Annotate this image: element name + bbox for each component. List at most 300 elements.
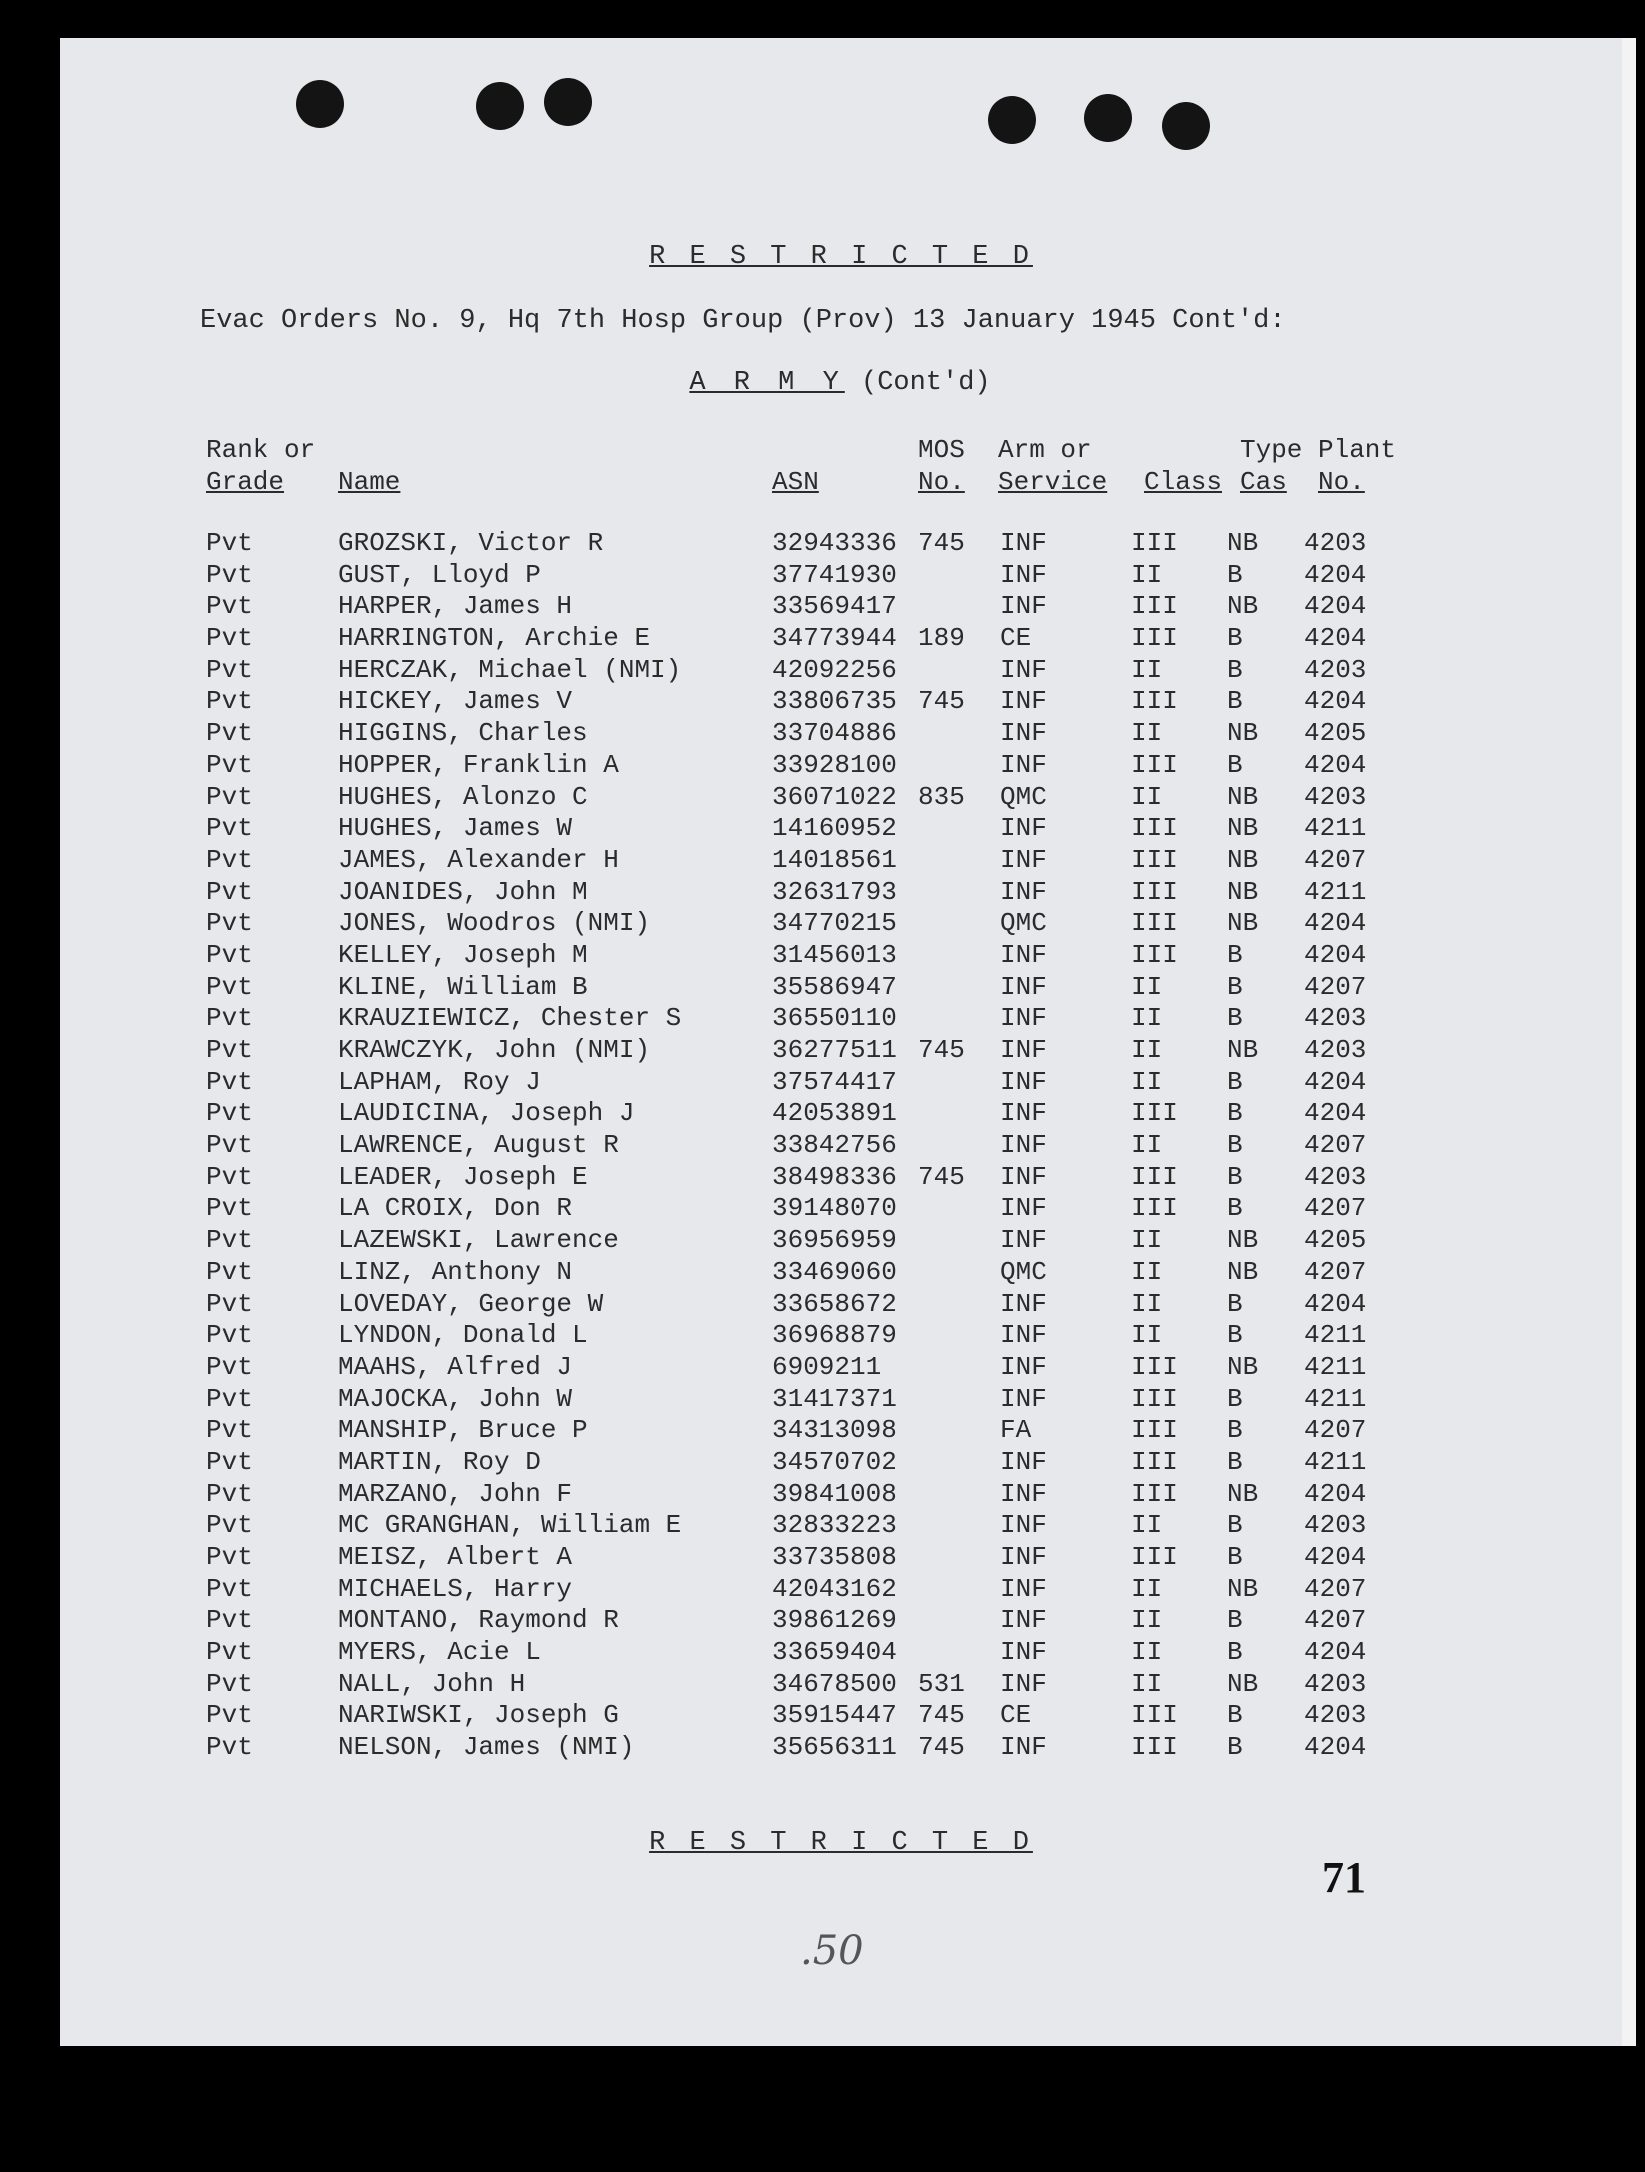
- name-cell: HIGGINS, Charles: [338, 718, 588, 749]
- type-cell: B: [1227, 1193, 1243, 1224]
- rank-cell: Pvt: [206, 813, 253, 844]
- rank-cell: Pvt: [206, 1225, 253, 1256]
- name-cell: MYERS, Acie L: [338, 1637, 541, 1668]
- arm-cell: INF: [1000, 1573, 1047, 1604]
- header-type-bottom: Cas: [1240, 467, 1287, 497]
- name-cell: GUST, Lloyd P: [338, 559, 541, 590]
- arm-cell: INF: [1000, 876, 1047, 907]
- plant-cell: 4205: [1304, 1225, 1367, 1256]
- arm-cell: INF: [1000, 1351, 1047, 1382]
- name-cell: HUGHES, James W: [338, 813, 573, 844]
- handwritten-mark: .50: [800, 1928, 864, 1974]
- table-row: [60, 1193, 1620, 1225]
- class-cell: III: [1131, 1383, 1178, 1414]
- arm-cell: INF: [1000, 1320, 1047, 1351]
- class-cell: II: [1131, 1573, 1163, 1604]
- table-row: [60, 1700, 1620, 1732]
- type-cell: NB: [1227, 1225, 1259, 1256]
- arm-cell: INF: [1000, 1225, 1047, 1256]
- header-rank-top: Rank or: [206, 435, 316, 465]
- rank-cell: Pvt: [206, 654, 253, 685]
- table-row: [60, 877, 1620, 909]
- table-row: [60, 750, 1620, 782]
- arm-cell: INF: [1000, 1605, 1047, 1636]
- mos-cell: 745: [918, 1035, 965, 1065]
- type-cell: NB: [1227, 908, 1259, 939]
- arm-cell: INF: [1000, 1510, 1047, 1541]
- type-cell: B: [1227, 1161, 1243, 1192]
- name-cell: LAZEWSKI, Lawrence: [338, 1225, 619, 1256]
- asn-cell: 42043162: [772, 1573, 897, 1604]
- type-cell: B: [1227, 1383, 1243, 1414]
- order-line: Evac Orders No. 9, Hq 7th Hosp Group (Prov) 13 January 1945 Cont'd:: [200, 306, 1286, 336]
- type-cell: B: [1227, 749, 1243, 780]
- table-row: [60, 1415, 1620, 1447]
- mos-cell: 835: [918, 781, 965, 812]
- arm-cell: QMC: [1000, 908, 1047, 939]
- arm-cell: INF: [1000, 1478, 1047, 1509]
- rank-cell: Pvt: [206, 1161, 253, 1192]
- asn-cell: 32943336: [772, 528, 897, 558]
- name-cell: NELSON, James (NMI): [338, 1732, 635, 1763]
- rank-cell: Pvt: [206, 1637, 253, 1668]
- plant-cell: 4204: [1304, 1478, 1367, 1509]
- arm-cell: INF: [1000, 971, 1047, 1002]
- type-cell: B: [1227, 1637, 1243, 1668]
- type-cell: B: [1227, 1446, 1243, 1477]
- arm-cell: INF: [1000, 1130, 1047, 1161]
- name-cell: MICHAELS, Harry: [338, 1573, 573, 1604]
- rank-cell: Pvt: [206, 876, 253, 907]
- arm-cell: QMC: [1000, 781, 1047, 812]
- asn-cell: 35915447: [772, 1700, 897, 1731]
- type-cell: NB: [1227, 528, 1259, 558]
- asn-cell: 33928100: [772, 749, 897, 780]
- table-row: [60, 1035, 1620, 1067]
- type-cell: NB: [1227, 1668, 1259, 1699]
- arm-cell: FA: [1000, 1415, 1032, 1446]
- arm-cell: INF: [1000, 1383, 1047, 1414]
- name-cell: MEISZ, Albert A: [338, 1542, 573, 1572]
- asn-cell: 31456013: [772, 939, 897, 970]
- plant-cell: 4203: [1304, 654, 1367, 685]
- plant-cell: 4203: [1304, 1510, 1367, 1541]
- class-cell: III: [1131, 623, 1178, 654]
- punch-hole: [476, 82, 524, 130]
- type-cell: NB: [1227, 1035, 1259, 1065]
- rank-cell: Pvt: [206, 1732, 253, 1763]
- arm-cell: INF: [1000, 844, 1047, 875]
- table-row: [60, 718, 1620, 750]
- arm-cell: INF: [1000, 1542, 1047, 1572]
- asn-cell: 42053891: [772, 1098, 897, 1129]
- name-cell: JONES, Woodros (NMI): [338, 908, 651, 939]
- class-cell: III: [1131, 1415, 1178, 1446]
- plant-cell: 4203: [1304, 1161, 1367, 1192]
- name-cell: MARTIN, Roy D: [338, 1446, 541, 1477]
- rank-cell: Pvt: [206, 1098, 253, 1129]
- arm-cell: CE: [1000, 623, 1032, 654]
- name-cell: HARRINGTON, Archie E: [338, 623, 651, 654]
- type-cell: B: [1227, 1003, 1243, 1034]
- name-cell: MANSHIP, Bruce P: [338, 1415, 588, 1446]
- asn-cell: 34570702: [772, 1446, 897, 1477]
- asn-cell: 6909211: [772, 1351, 882, 1382]
- table-row: [60, 908, 1620, 940]
- table-row: [60, 1732, 1620, 1764]
- arm-cell: INF: [1000, 1288, 1047, 1319]
- table-row: [60, 1352, 1620, 1384]
- arm-cell: INF: [1000, 1193, 1047, 1224]
- rank-cell: Pvt: [206, 1003, 253, 1034]
- asn-cell: 34773944: [772, 623, 897, 654]
- class-cell: II: [1131, 654, 1163, 685]
- type-cell: B: [1227, 1605, 1243, 1636]
- type-cell: B: [1227, 559, 1243, 590]
- plant-cell: 4204: [1304, 1637, 1367, 1668]
- plant-cell: 4204: [1304, 686, 1367, 717]
- class-cell: II: [1131, 781, 1163, 812]
- type-cell: B: [1227, 1542, 1243, 1572]
- plant-cell: 4205: [1304, 718, 1367, 749]
- arm-cell: INF: [1000, 686, 1047, 717]
- type-cell: B: [1227, 1288, 1243, 1319]
- name-cell: MC GRANGHAN, William E: [338, 1510, 682, 1541]
- plant-cell: 4211: [1304, 1351, 1367, 1382]
- plant-cell: 4211: [1304, 813, 1367, 844]
- plant-cell: 4204: [1304, 591, 1367, 622]
- rank-cell: Pvt: [206, 1668, 253, 1699]
- table-row: [60, 1542, 1620, 1574]
- asn-cell: 32631793: [772, 876, 897, 907]
- rank-cell: Pvt: [206, 559, 253, 590]
- name-cell: KELLEY, Joseph M: [338, 939, 588, 970]
- class-cell: III: [1131, 1478, 1178, 1509]
- header-name: Name: [338, 467, 401, 497]
- plant-cell: 4203: [1304, 1035, 1367, 1065]
- table-row: [60, 591, 1620, 623]
- punch-hole: [988, 96, 1036, 144]
- table-row: [60, 940, 1620, 972]
- plant-cell: 4207: [1304, 971, 1367, 1002]
- page-number: 71: [1322, 1853, 1366, 1902]
- table-row: [60, 1162, 1620, 1194]
- name-cell: GROZSKI, Victor R: [338, 528, 604, 558]
- class-cell: III: [1131, 686, 1178, 717]
- class-cell: II: [1131, 1256, 1163, 1287]
- table-row: [60, 1447, 1620, 1479]
- class-cell: III: [1131, 1732, 1178, 1763]
- plant-cell: 4204: [1304, 559, 1367, 590]
- header-type-top: Type: [1240, 435, 1303, 465]
- asn-cell: 39841008: [772, 1478, 897, 1509]
- arm-cell: INF: [1000, 1637, 1047, 1668]
- table-row: [60, 686, 1620, 718]
- plant-cell: 4204: [1304, 623, 1367, 654]
- class-cell: II: [1131, 559, 1163, 590]
- header-plant-top: Plant: [1318, 435, 1397, 465]
- asn-cell: 36968879: [772, 1320, 897, 1351]
- class-cell: II: [1131, 1003, 1163, 1034]
- plant-cell: 4204: [1304, 908, 1367, 939]
- plant-cell: 4204: [1304, 1066, 1367, 1097]
- arm-cell: INF: [1000, 1732, 1047, 1763]
- class-cell: III: [1131, 939, 1178, 970]
- arm-cell: INF: [1000, 1066, 1047, 1097]
- asn-cell: 33469060: [772, 1256, 897, 1287]
- section-title-suffix: (Cont'd): [861, 368, 991, 398]
- plant-cell: 4211: [1304, 1320, 1367, 1351]
- class-cell: II: [1131, 1605, 1163, 1636]
- asn-cell: 36071022: [772, 781, 897, 812]
- rank-cell: Pvt: [206, 781, 253, 812]
- mos-cell: 531: [918, 1668, 965, 1699]
- personnel-table: [60, 528, 1620, 1764]
- asn-cell: 36550110: [772, 1003, 897, 1034]
- asn-cell: 33658672: [772, 1288, 897, 1319]
- arm-cell: INF: [1000, 591, 1047, 622]
- name-cell: MARZANO, John F: [338, 1478, 573, 1509]
- class-cell: III: [1131, 1098, 1178, 1129]
- plant-cell: 4207: [1304, 1605, 1367, 1636]
- asn-cell: 42092256: [772, 654, 897, 685]
- arm-cell: INF: [1000, 1161, 1047, 1192]
- asn-cell: 33704886: [772, 718, 897, 749]
- name-cell: LAUDICINA, Joseph J: [338, 1098, 635, 1129]
- type-cell: NB: [1227, 876, 1259, 907]
- rank-cell: Pvt: [206, 844, 253, 875]
- class-cell: III: [1131, 844, 1178, 875]
- arm-cell: INF: [1000, 1668, 1047, 1699]
- asn-cell: 33806735: [772, 686, 897, 717]
- plant-cell: 4204: [1304, 1288, 1367, 1319]
- type-cell: NB: [1227, 718, 1259, 749]
- plant-cell: 4207: [1304, 1256, 1367, 1287]
- rank-cell: Pvt: [206, 1351, 253, 1382]
- type-cell: B: [1227, 623, 1243, 654]
- asn-cell: 34770215: [772, 908, 897, 939]
- name-cell: HICKEY, James V: [338, 686, 573, 717]
- name-cell: LYNDON, Donald L: [338, 1320, 588, 1351]
- plant-cell: 4204: [1304, 939, 1367, 970]
- section-title: [60, 368, 1620, 398]
- name-cell: MAAHS, Alfred J: [338, 1351, 573, 1382]
- rank-cell: Pvt: [206, 1415, 253, 1446]
- asn-cell: 36956959: [772, 1225, 897, 1256]
- asn-cell: 34678500: [772, 1668, 897, 1699]
- type-cell: B: [1227, 686, 1243, 717]
- arm-cell: INF: [1000, 559, 1047, 590]
- arm-cell: INF: [1000, 813, 1047, 844]
- rank-cell: Pvt: [206, 939, 253, 970]
- table-row: [60, 1669, 1620, 1701]
- name-cell: KRAWCZYK, John (NMI): [338, 1035, 651, 1065]
- name-cell: MAJOCKA, John W: [338, 1383, 573, 1414]
- asn-cell: 14160952: [772, 813, 897, 844]
- asn-cell: 31417371: [772, 1383, 897, 1414]
- rank-cell: Pvt: [206, 1193, 253, 1224]
- plant-cell: 4203: [1304, 528, 1367, 558]
- table-row: [60, 1225, 1620, 1257]
- name-cell: JAMES, Alexander H: [338, 844, 619, 875]
- header-class: Class: [1144, 467, 1223, 497]
- rank-cell: Pvt: [206, 1573, 253, 1604]
- class-cell: II: [1131, 1668, 1163, 1699]
- arm-cell: CE: [1000, 1700, 1032, 1731]
- plant-cell: 4211: [1304, 876, 1367, 907]
- arm-cell: INF: [1000, 718, 1047, 749]
- table-row: [60, 623, 1620, 655]
- asn-cell: 33735808: [772, 1542, 897, 1572]
- class-cell: III: [1131, 1700, 1178, 1731]
- arm-cell: INF: [1000, 939, 1047, 970]
- table-row: [60, 972, 1620, 1004]
- type-cell: NB: [1227, 781, 1259, 812]
- class-cell: III: [1131, 749, 1178, 780]
- plant-cell: 4207: [1304, 1573, 1367, 1604]
- arm-cell: INF: [1000, 1003, 1047, 1034]
- rank-cell: Pvt: [206, 1320, 253, 1351]
- type-cell: B: [1227, 654, 1243, 685]
- punch-hole: [296, 80, 344, 128]
- rank-cell: Pvt: [206, 1478, 253, 1509]
- type-cell: B: [1227, 971, 1243, 1002]
- asn-cell: 35656311: [772, 1732, 897, 1763]
- rank-cell: Pvt: [206, 686, 253, 717]
- rank-cell: Pvt: [206, 908, 253, 939]
- type-cell: NB: [1227, 1256, 1259, 1287]
- table-row: [60, 1289, 1620, 1321]
- arm-cell: INF: [1000, 528, 1047, 558]
- arm-cell: INF: [1000, 1446, 1047, 1477]
- table-row: [60, 845, 1620, 877]
- rank-cell: Pvt: [206, 971, 253, 1002]
- rank-cell: Pvt: [206, 1446, 253, 1477]
- type-cell: B: [1227, 1415, 1243, 1446]
- mos-cell: 745: [918, 1732, 965, 1763]
- type-cell: B: [1227, 939, 1243, 970]
- type-cell: B: [1227, 1732, 1243, 1763]
- arm-cell: INF: [1000, 654, 1047, 685]
- type-cell: NB: [1227, 1573, 1259, 1604]
- plant-cell: 4203: [1304, 781, 1367, 812]
- class-cell: II: [1131, 1320, 1163, 1351]
- mos-cell: 745: [918, 686, 965, 717]
- type-cell: NB: [1227, 1478, 1259, 1509]
- arm-cell: INF: [1000, 749, 1047, 780]
- classification-heading: R E S T R I C T E D: [649, 242, 1033, 272]
- table-row: [60, 560, 1620, 592]
- class-cell: III: [1131, 813, 1178, 844]
- plant-cell: 4207: [1304, 844, 1367, 875]
- header-arm-top: Arm or: [998, 435, 1092, 465]
- name-cell: MONTANO, Raymond R: [338, 1605, 619, 1636]
- name-cell: LEADER, Joseph E: [338, 1161, 588, 1192]
- class-cell: II: [1131, 1035, 1163, 1065]
- table-row: [60, 1637, 1620, 1669]
- plant-cell: 4204: [1304, 1732, 1367, 1763]
- name-cell: HOPPER, Franklin A: [338, 749, 619, 780]
- type-cell: B: [1227, 1510, 1243, 1541]
- rank-cell: Pvt: [206, 623, 253, 654]
- mos-cell: 745: [918, 1700, 965, 1731]
- table-row: [60, 1510, 1620, 1542]
- class-cell: III: [1131, 1161, 1178, 1192]
- asn-cell: 35586947: [772, 971, 897, 1002]
- mos-cell: 745: [918, 528, 965, 558]
- table-row: [60, 1257, 1620, 1289]
- asn-cell: 39148070: [772, 1193, 897, 1224]
- asn-cell: 33569417: [772, 591, 897, 622]
- rank-cell: Pvt: [206, 1066, 253, 1097]
- type-cell: B: [1227, 1130, 1243, 1161]
- asn-cell: 39861269: [772, 1605, 897, 1636]
- rank-cell: Pvt: [206, 718, 253, 749]
- punch-hole: [1084, 94, 1132, 142]
- plant-cell: 4204: [1304, 1098, 1367, 1129]
- mos-cell: 745: [918, 1161, 965, 1192]
- class-cell: II: [1131, 1130, 1163, 1161]
- name-cell: HERCZAK, Michael (NMI): [338, 654, 682, 685]
- punch-hole: [1162, 102, 1210, 150]
- table-row: [60, 813, 1620, 845]
- rank-cell: Pvt: [206, 591, 253, 622]
- plant-cell: 4204: [1304, 1542, 1367, 1572]
- class-cell: III: [1131, 908, 1178, 939]
- class-cell: III: [1131, 1446, 1178, 1477]
- header-asn: ASN: [772, 467, 819, 497]
- type-cell: NB: [1227, 1351, 1259, 1382]
- table-row: [60, 1320, 1620, 1352]
- section-title-army: A R M Y: [689, 368, 845, 398]
- table-row: [60, 1130, 1620, 1162]
- name-cell: KLINE, William B: [338, 971, 588, 1002]
- rank-cell: Pvt: [206, 1542, 253, 1572]
- table-row: [60, 528, 1620, 560]
- header-plant-bottom: No.: [1318, 467, 1365, 497]
- type-cell: NB: [1227, 813, 1259, 844]
- document-page: [60, 38, 1636, 2046]
- plant-cell: 4203: [1304, 1003, 1367, 1034]
- class-cell: III: [1131, 876, 1178, 907]
- rank-cell: Pvt: [206, 1700, 253, 1731]
- name-cell: HUGHES, Alonzo C: [338, 781, 588, 812]
- plant-cell: 4207: [1304, 1415, 1367, 1446]
- header-arm-bottom: Service: [998, 467, 1108, 497]
- asn-cell: 33659404: [772, 1637, 897, 1668]
- rank-cell: Pvt: [206, 528, 253, 558]
- arm-cell: INF: [1000, 1035, 1047, 1065]
- rank-cell: Pvt: [206, 1288, 253, 1319]
- class-cell: II: [1131, 1225, 1163, 1256]
- asn-cell: 38498336: [772, 1161, 897, 1192]
- table-row: [60, 1067, 1620, 1099]
- name-cell: HARPER, James H: [338, 591, 573, 622]
- plant-cell: 4203: [1304, 1700, 1367, 1731]
- name-cell: NALL, John H: [338, 1668, 526, 1699]
- name-cell: LOVEDAY, George W: [338, 1288, 604, 1319]
- class-cell: II: [1131, 1510, 1163, 1541]
- plant-cell: 4211: [1304, 1446, 1367, 1477]
- asn-cell: 36277511: [772, 1035, 897, 1065]
- table-row: [60, 1384, 1620, 1416]
- name-cell: LAPHAM, Roy J: [338, 1066, 541, 1097]
- plant-cell: 4203: [1304, 1668, 1367, 1699]
- table-row: [60, 782, 1620, 814]
- asn-cell: 32833223: [772, 1510, 897, 1541]
- table-row: [60, 1605, 1620, 1637]
- rank-cell: Pvt: [206, 1130, 253, 1161]
